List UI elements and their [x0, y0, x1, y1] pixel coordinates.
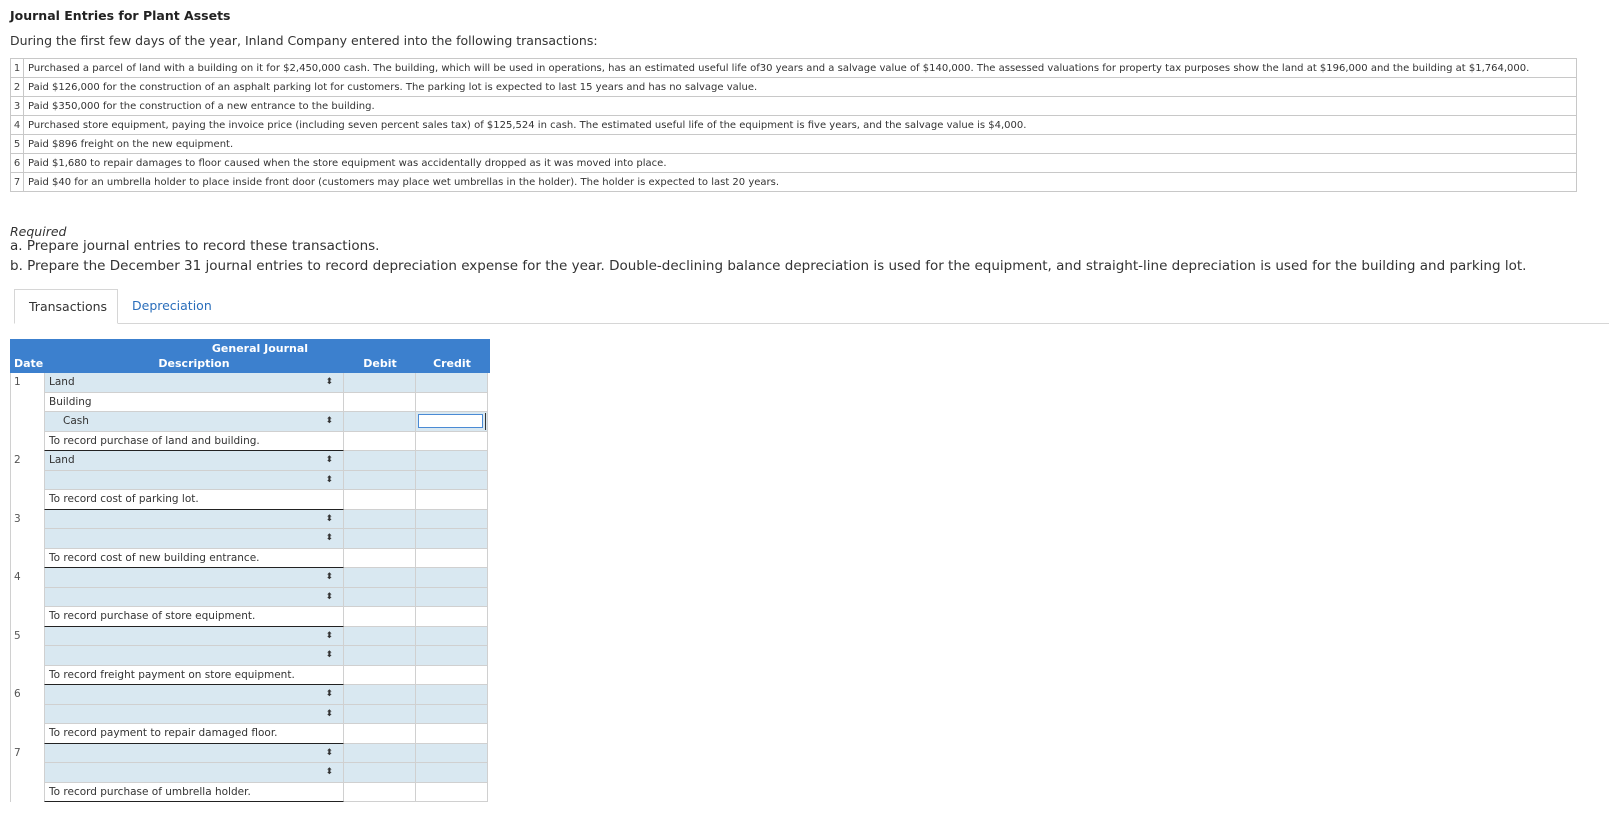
requirement-b: b. Prepare the December 31 journal entries to record depreciation expense for the year. Double-declining balance depreciation is used for the equipment, and straight-line depreciation is used for the building and parking lot. [10, 258, 1527, 274]
account-select[interactable] [44, 510, 344, 530]
entry-memo: To record cost of parking lot. [44, 490, 344, 510]
entry-date [10, 763, 44, 783]
account-select[interactable] [44, 373, 344, 393]
memo-row [10, 432, 490, 452]
journal-row [10, 529, 490, 549]
requirement-a: a. Prepare journal entries to record these transactions. [10, 238, 380, 254]
memo-row [10, 724, 490, 744]
entry-date [10, 705, 44, 725]
dropdown-arrow-icon[interactable]: ⬍ [325, 474, 333, 485]
entry-memo: To record purchase of umbrella holder. [44, 783, 344, 803]
transaction-row [11, 154, 1577, 173]
journal-row [10, 471, 490, 491]
debit-input[interactable] [344, 510, 416, 530]
entry-date: 5 [10, 627, 44, 647]
dropdown-arrow-icon[interactable]: ⬍ [325, 416, 333, 426]
general-journal [10, 339, 490, 802]
account-select[interactable] [44, 568, 344, 588]
debit-cell [344, 607, 416, 627]
intro-text: During the first few days of the year, Inland Company entered into the following transactions: [10, 33, 598, 48]
credit-input[interactable] [416, 627, 488, 647]
account-name: Land [49, 376, 75, 388]
debit-cell [344, 432, 416, 452]
credit-input[interactable] [416, 685, 488, 705]
account-select[interactable] [44, 412, 344, 432]
entry-date [10, 471, 44, 491]
account-name: Cash [63, 415, 89, 427]
entry-date [10, 549, 44, 569]
page-title: Journal Entries for Plant Assets [10, 8, 231, 23]
debit-input[interactable] [344, 646, 416, 666]
dropdown-arrow-icon[interactable]: ⬍ [325, 572, 333, 582]
description-header: Description [158, 357, 230, 370]
entry-date [10, 607, 44, 627]
account-select[interactable] [44, 393, 344, 413]
transaction-number: 4 [11, 116, 24, 135]
account-name: Building [49, 395, 92, 408]
credit-input[interactable] [416, 744, 488, 764]
transactions-table [10, 58, 1577, 192]
credit-input[interactable] [416, 646, 488, 666]
account-select[interactable] [44, 627, 344, 647]
journal-title: General Journal [211, 342, 309, 355]
debit-cell [344, 666, 416, 686]
transaction-row [11, 116, 1577, 135]
entry-memo: To record cost of new building entrance. [44, 549, 344, 569]
journal-row [10, 510, 490, 530]
dropdown-arrow-icon[interactable]: ⬍ [325, 767, 333, 777]
tab-transactions[interactable]: Transactions [14, 289, 118, 324]
journal-row [10, 412, 490, 432]
memo-row [10, 607, 490, 627]
entry-memo: To record payment to repair damaged floor. [44, 724, 344, 744]
dropdown-arrow-icon[interactable]: ⬍ [325, 377, 333, 387]
debit-input[interactable] [344, 685, 416, 705]
debit-input[interactable] [344, 705, 416, 725]
credit-input[interactable] [416, 529, 488, 549]
account-select[interactable] [44, 744, 344, 764]
transaction-row [11, 78, 1577, 97]
credit-input[interactable] [416, 568, 488, 588]
credit-input[interactable] [416, 510, 488, 530]
entry-date [10, 588, 44, 608]
credit-input[interactable] [416, 471, 488, 491]
memo-row [10, 490, 490, 510]
journal-row [10, 451, 490, 471]
credit-input[interactable] [416, 373, 488, 393]
debit-header: Debit [363, 357, 397, 370]
transaction-row [11, 59, 1577, 78]
transaction-number: 6 [11, 154, 24, 173]
entry-date: 4 [10, 568, 44, 588]
account-select[interactable] [44, 451, 344, 471]
transaction-row [11, 135, 1577, 154]
entry-date: 2 [10, 451, 44, 471]
memo-row [10, 666, 490, 686]
entry-date: 1 [10, 373, 44, 393]
entry-date [10, 412, 44, 432]
entry-date [10, 666, 44, 686]
debit-input[interactable] [344, 451, 416, 471]
journal-row [10, 627, 490, 647]
debit-cell [344, 724, 416, 744]
journal-row [10, 568, 490, 588]
entry-date: 7 [10, 744, 44, 764]
debit-input[interactable] [344, 373, 416, 393]
debit-input[interactable] [344, 568, 416, 588]
dropdown-arrow-icon[interactable]: ⬍ [325, 689, 333, 699]
entry-memo: To record purchase of store equipment. [44, 607, 344, 627]
credit-input[interactable] [416, 412, 488, 432]
credit-input[interactable] [416, 451, 488, 471]
dropdown-arrow-icon[interactable]: ⬍ [325, 533, 333, 543]
journal-header [10, 339, 490, 373]
credit-cell [416, 432, 488, 452]
account-select[interactable] [44, 685, 344, 705]
transaction-row [11, 97, 1577, 116]
debit-input[interactable] [344, 412, 416, 432]
entry-date [10, 646, 44, 666]
debit-cell [344, 783, 416, 803]
journal-row [10, 588, 490, 608]
required-heading: Required [10, 224, 67, 239]
entry-date [10, 783, 44, 803]
transaction-row [11, 173, 1577, 192]
transaction-text: Paid $896 freight on the new equipment. [24, 135, 1577, 154]
dropdown-arrow-icon[interactable]: ⬍ [325, 455, 333, 465]
credit-cell [416, 724, 488, 744]
transaction-text: Paid $40 for an umbrella holder to place inside front door (customers may place wet umbrellas in the holder). The holder is expected to last 20 years. [24, 173, 1577, 192]
transaction-number: 5 [11, 135, 24, 154]
transaction-number: 2 [11, 78, 24, 97]
memo-row [10, 549, 490, 569]
tab-depreciation[interactable]: Depreciation [132, 298, 212, 313]
account-select[interactable] [44, 646, 344, 666]
entry-date [10, 490, 44, 510]
credit-input-focused[interactable] [418, 414, 483, 428]
debit-input[interactable] [344, 529, 416, 549]
credit-header: Credit [433, 357, 471, 370]
debit-input[interactable] [344, 744, 416, 764]
transaction-number: 7 [11, 173, 24, 192]
credit-cell [416, 490, 488, 510]
entry-memo: To record freight payment on store equipment. [44, 666, 344, 686]
entry-date: 3 [10, 510, 44, 530]
transaction-text: Paid $1,680 to repair damages to floor caused when the store equipment was accidentally dropped as it was moved into place. [24, 154, 1577, 173]
credit-cell [416, 666, 488, 686]
credit-input[interactable] [416, 588, 488, 608]
entry-date [10, 724, 44, 744]
account-select[interactable] [44, 471, 344, 491]
account-select[interactable] [44, 763, 344, 783]
journal-row [10, 646, 490, 666]
journal-row [10, 744, 490, 764]
transaction-number: 1 [11, 59, 24, 78]
credit-cell [416, 607, 488, 627]
credit-cell [416, 783, 488, 803]
dropdown-arrow-icon[interactable]: ⬍ [325, 747, 333, 758]
credit-input[interactable] [416, 763, 488, 783]
memo-row [10, 783, 490, 803]
journal-row [10, 763, 490, 783]
entry-date [10, 393, 44, 413]
transaction-number: 3 [11, 97, 24, 116]
debit-input[interactable] [344, 393, 416, 413]
debit-input[interactable] [344, 588, 416, 608]
entry-date [10, 432, 44, 452]
credit-input[interactable] [416, 393, 488, 413]
debit-input[interactable] [344, 763, 416, 783]
transaction-text: Purchased store equipment, paying the invoice price (including seven percent sales tax) of $125,524 in cash. The estimated useful life of the equipment is five years, and the salvage value is $4,000. [24, 116, 1577, 135]
date-header: Date [14, 357, 44, 370]
transaction-text: Purchased a parcel of land with a building on it for $2,450,000 cash. The building, which will be used in operations, has an estimated useful life of30 years and a salvage value of $140,000. The assessed valuations for property tax purposes show the land at $196,000 and the building at $1,764,000. [24, 59, 1577, 78]
entry-date: 6 [10, 685, 44, 705]
account-name: Land [49, 454, 75, 466]
account-select[interactable] [44, 588, 344, 608]
dropdown-arrow-icon[interactable]: ⬍ [325, 650, 333, 660]
transaction-text: Paid $350,000 for the construction of a new entrance to the building. [24, 97, 1577, 116]
account-select[interactable] [44, 705, 344, 725]
debit-input[interactable] [344, 627, 416, 647]
journal-row [10, 393, 490, 413]
debit-input[interactable] [344, 471, 416, 491]
tab-divider [118, 323, 1609, 324]
journal-row [10, 685, 490, 705]
credit-cell [416, 549, 488, 569]
journal-row [10, 373, 490, 393]
transaction-text: Paid $126,000 for the construction of an asphalt parking lot for customers. The parking lot is expected to last 15 years and has no salvage value. [24, 78, 1577, 97]
debit-cell [344, 549, 416, 569]
dropdown-arrow-icon[interactable]: ⬍ [325, 513, 333, 524]
journal-row [10, 705, 490, 725]
entry-memo: To record purchase of land and building. [44, 432, 344, 452]
dropdown-arrow-icon[interactable]: ⬍ [325, 708, 333, 719]
dropdown-arrow-icon[interactable]: ⬍ [325, 630, 333, 641]
debit-cell [344, 490, 416, 510]
dropdown-arrow-icon[interactable]: ⬍ [325, 591, 333, 602]
entry-date [10, 529, 44, 549]
credit-input[interactable] [416, 705, 488, 725]
account-select[interactable] [44, 529, 344, 549]
